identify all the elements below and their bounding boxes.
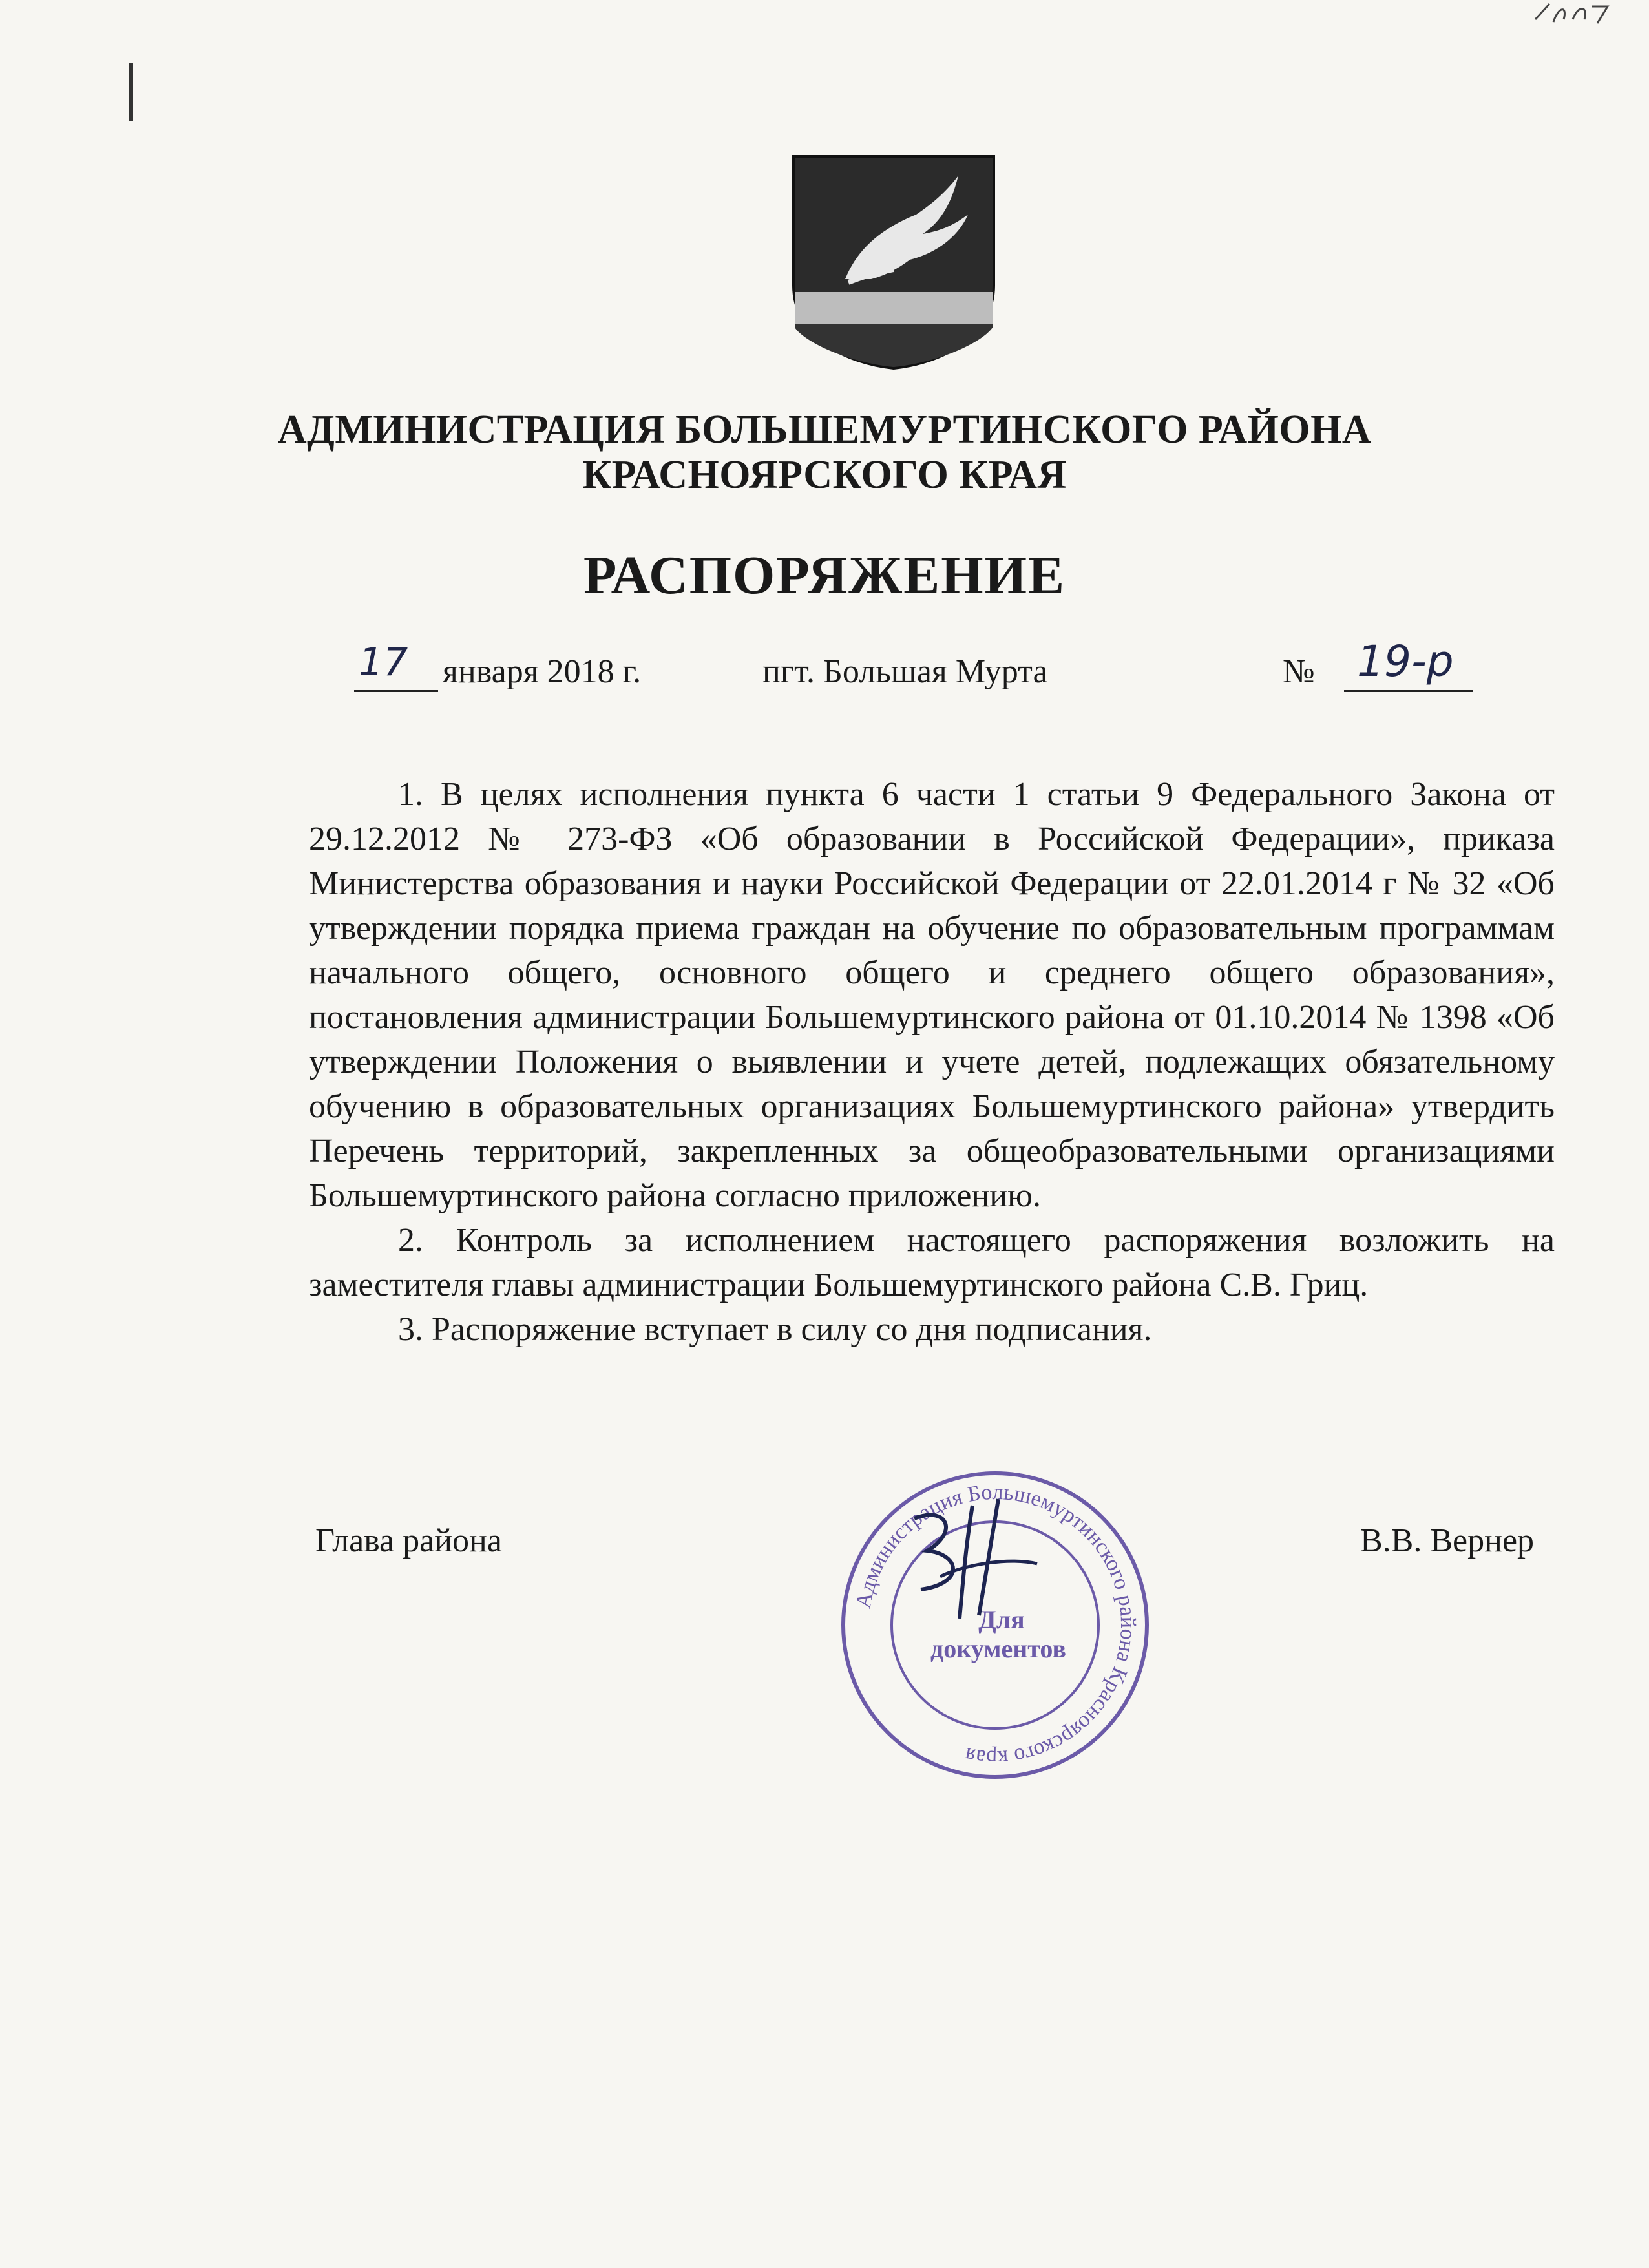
number-sign: № <box>1283 653 1315 690</box>
number-underline <box>1344 690 1473 692</box>
place-of-issue: пгт. Большая Мурта <box>762 653 1048 690</box>
document-title: РАСПОРЯЖЕНИЕ <box>583 545 1066 605</box>
organization-name-line2: КРАСНОЯРСКОГО КРАЯ <box>582 453 1067 497</box>
paragraph-2: 2. Контроль за исполнением настоящего распоряжения возложить на заместителя главы администрации Большемуртинского района С.В. Гриц. <box>309 1222 1555 1303</box>
margin-mark <box>129 63 133 121</box>
date-month-year: января 2018 г. <box>443 653 642 690</box>
paragraph-1: 1. В целях исполнения пункта 6 части 1 статьи 9 Федерального Закона от 29.12.2012 № 273-ФЗ «Об образовании в Российской Федерации», приказа Министерства образования и науки Российской Федерации от 22.01.2014 г № 32 «Об утверждении порядка приема граждан на обучение по образовательным программам начального общего, основного общего и среднего общего образования», постановления администрации Большемуртинского района от 01.10.2014 № 1398 «Об утверждении Положения о выявлении и учете детей, подлежащих обязательному обучению в образовательных организациях Большемуртинского района» утвердить Перечень территорий, закрепленных за общеобразовательными организациями Большемуртинского района согласно приложению. <box>309 776 1555 1214</box>
seal-center-line1: Для <box>978 1605 1025 1634</box>
paragraph-3: 3. Распоряжение вступает в силу со дня подписания. <box>398 1311 1152 1348</box>
seal-ring-text: Администрация Большемуртинского района Красноярского края <box>851 1480 1140 1770</box>
signatory-position: Глава района <box>315 1522 502 1559</box>
archive-number-scribble <box>1530 0 1614 27</box>
signatory-name: В.В. Вернер <box>1360 1522 1535 1559</box>
handwritten-signature <box>901 1493 1044 1628</box>
coat-of-arms-icon <box>787 150 1000 370</box>
document-number-handwritten: 19-р <box>1357 636 1454 686</box>
order-body <box>309 772 1555 1352</box>
date-underline <box>354 690 438 692</box>
seal-center-line2: документов <box>930 1634 1066 1663</box>
date-day-handwritten: 17 <box>359 640 408 685</box>
organization-name-line1: АДМИНИСТРАЦИЯ БОЛЬШЕМУРТИНСКОГО РАЙОНА <box>277 408 1372 452</box>
